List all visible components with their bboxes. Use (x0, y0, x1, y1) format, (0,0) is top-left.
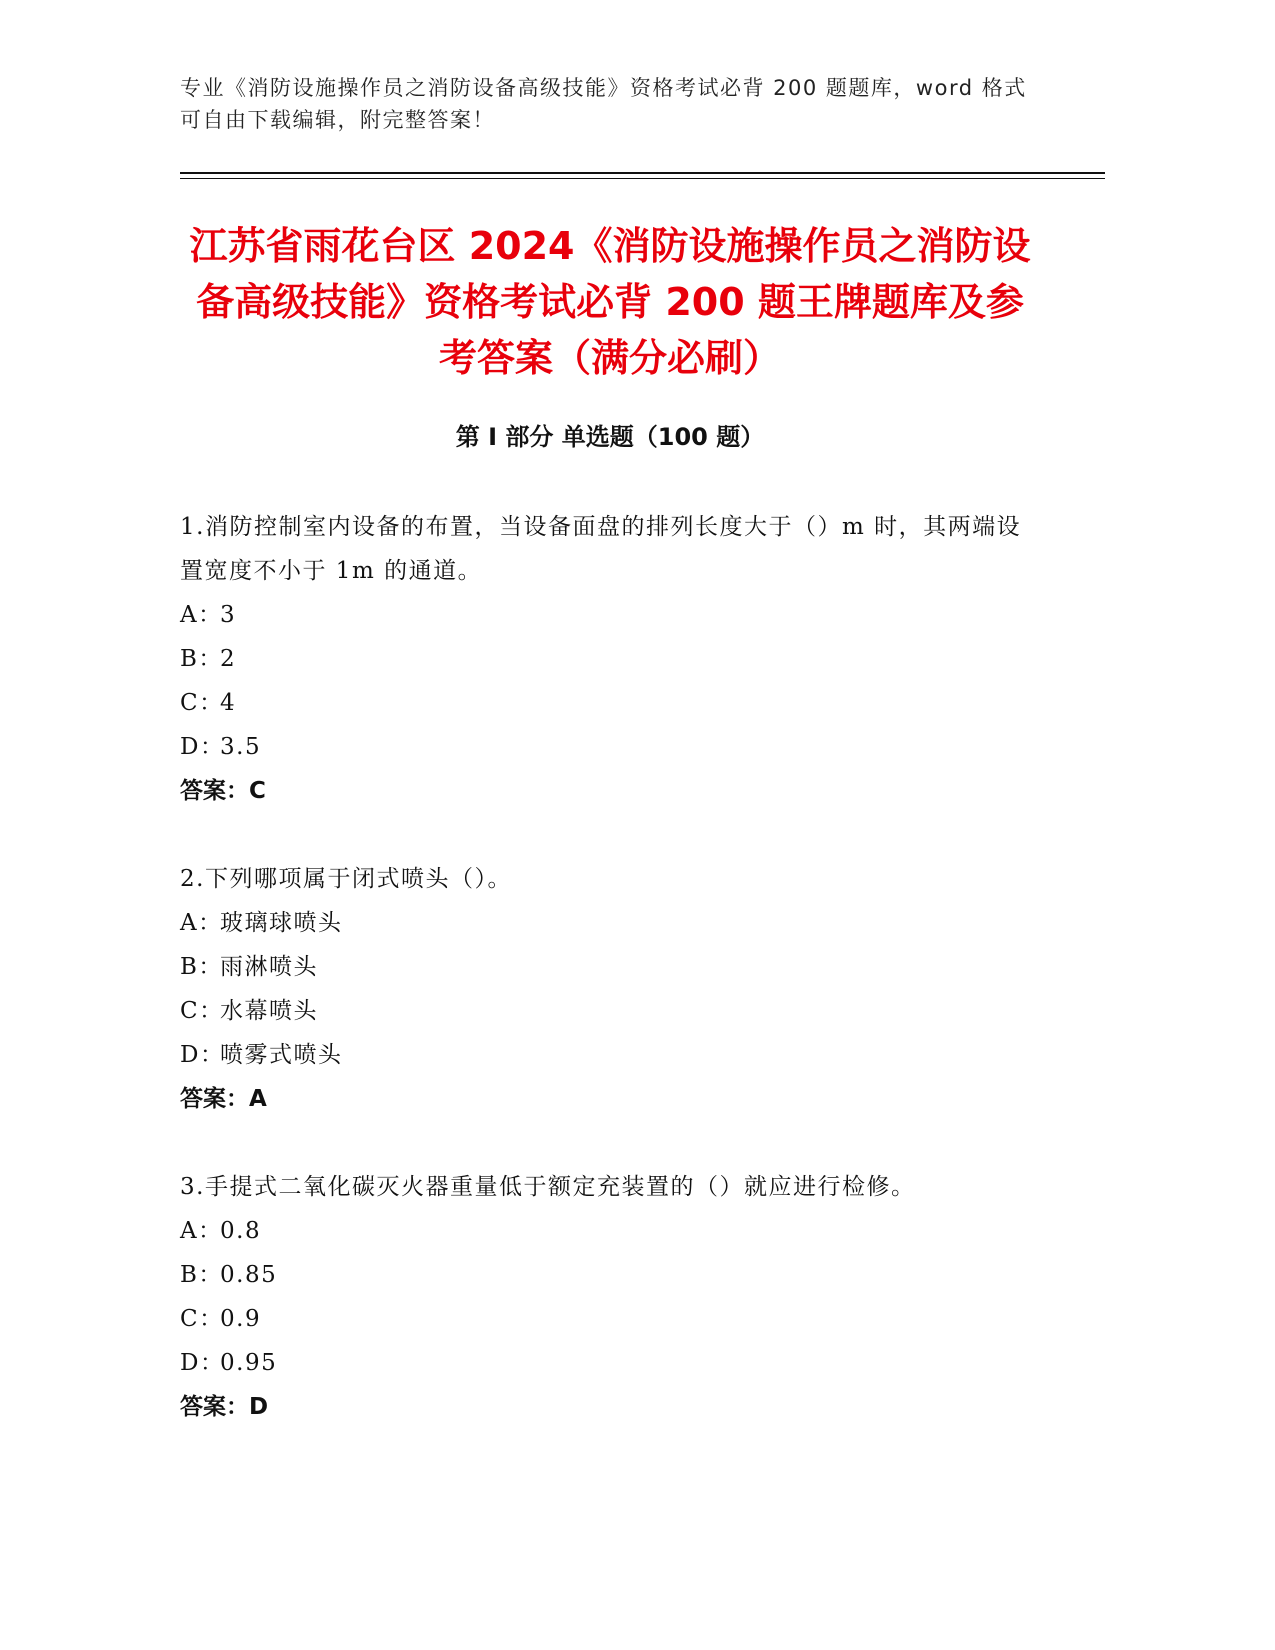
option-text: 3.5 (220, 734, 262, 760)
option-b (180, 1253, 1040, 1297)
option-key: D： (180, 1042, 225, 1068)
document-title: 江苏省雨花台区 2024《消防设施操作员之消防设备高级技能》资格考试必背 200 题王牌题库及参考答案（满分必刷） (189, 224, 1031, 380)
option-text: 0.95 (220, 1350, 278, 1376)
option-text: 2 (220, 646, 237, 672)
question-2 (180, 857, 1040, 1121)
option-d (180, 1341, 1040, 1385)
option-b (180, 945, 1040, 989)
option-text: 3 (220, 602, 237, 628)
question-1 (180, 505, 1040, 813)
option-text: 水幕喷头 (220, 998, 318, 1024)
option-key: C： (180, 998, 224, 1024)
option-text: 0.9 (220, 1306, 262, 1332)
option-c (180, 681, 1040, 725)
option-text: 4 (220, 690, 237, 716)
question-3 (180, 1165, 1040, 1429)
header-note: 专业《消防设施操作员之消防设备高级技能》资格考试必背 200 题题库，word 格式可自由下载编辑，附完整答案！ (180, 76, 1027, 132)
header-divider-thick (180, 172, 1105, 174)
option-key: B： (180, 954, 223, 980)
option-text: 0.85 (220, 1262, 278, 1288)
section-heading: 第 I 部分 单选题（100 题） (455, 423, 765, 451)
option-key: A： (180, 602, 223, 628)
option-b (180, 637, 1040, 681)
option-a (180, 1209, 1040, 1253)
answer-label: 答案：C (180, 778, 266, 804)
option-key: C： (180, 690, 224, 716)
answer-label: 答案：D (180, 1394, 269, 1420)
header-divider-thin (180, 178, 1105, 179)
option-a (180, 593, 1040, 637)
option-d (180, 1033, 1040, 1077)
option-text: 喷雾式喷头 (220, 1042, 343, 1068)
option-d (180, 725, 1040, 769)
option-key: B： (180, 646, 223, 672)
option-key: A： (180, 910, 223, 936)
option-text: 玻璃球喷头 (220, 910, 343, 936)
option-text: 0.8 (220, 1218, 262, 1244)
question-stem: 2.下列哪项属于闭式喷头（）。 (180, 866, 512, 892)
option-key: D： (180, 1350, 225, 1376)
option-a (180, 901, 1040, 945)
option-key: A： (180, 1218, 223, 1244)
answer-label: 答案：A (180, 1086, 267, 1112)
question-stem: 1.消防控制室内设备的布置，当设备面盘的排列长度大于（）m 时，其两端设置宽度不小于 1m 的通道。 (180, 514, 1022, 584)
question-stem: 3.手提式二氧化碳灭火器重量低于额定充装置的（）就应进行检修。 (180, 1174, 916, 1200)
option-key: C： (180, 1306, 224, 1332)
option-text: 雨淋喷头 (220, 954, 318, 980)
option-key: D： (180, 734, 225, 760)
option-c (180, 1297, 1040, 1341)
question-list (180, 505, 1040, 1473)
option-c (180, 989, 1040, 1033)
option-key: B： (180, 1262, 223, 1288)
